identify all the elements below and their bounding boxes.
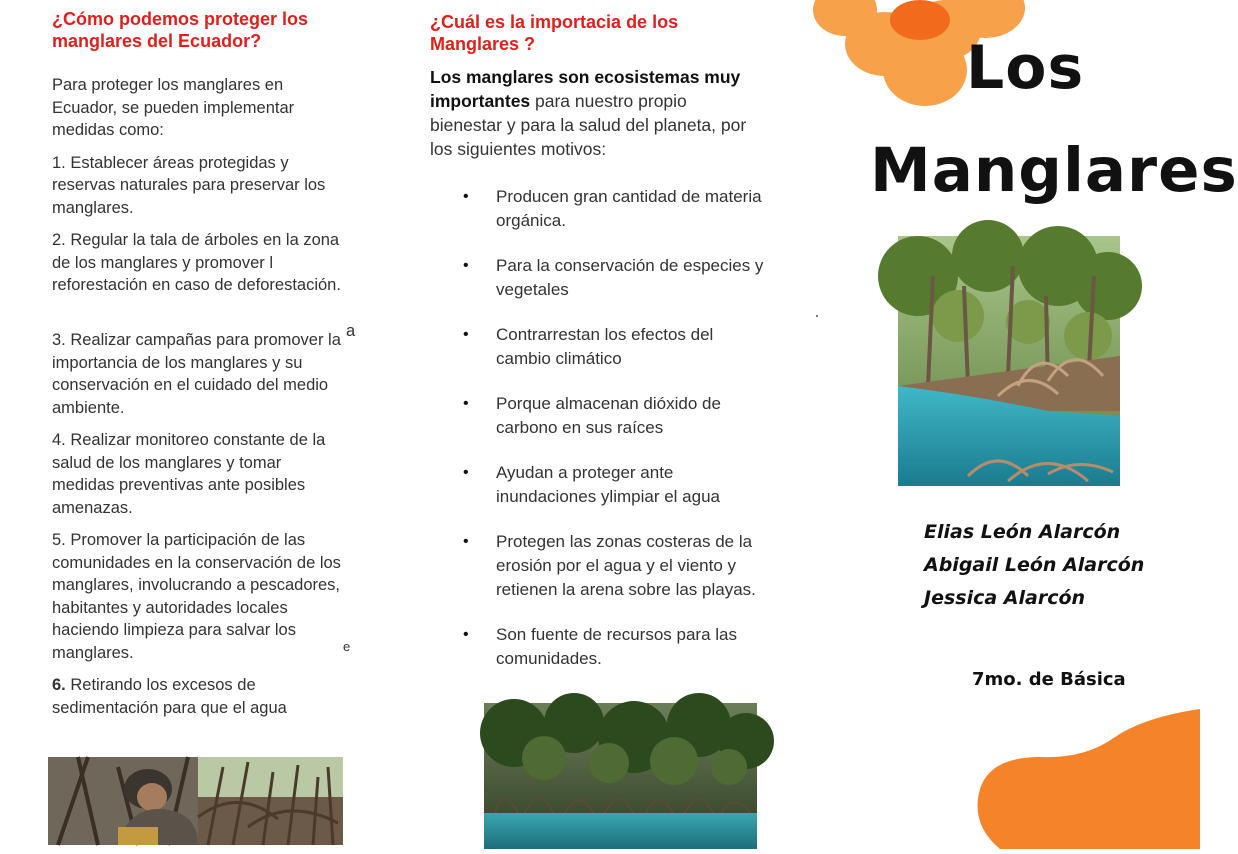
left-item-3: 3. Realizar campañas para promover la importancia de los manglares y su conservación en el cuidado del medio ambiente. xyxy=(52,331,341,417)
orange-blob-decoration xyxy=(970,709,1200,849)
cover-photo xyxy=(898,236,1120,486)
left-item-6 xyxy=(52,674,312,719)
left-item-4: 4. Realizar monitoreo constante de la salud de los manglares y tomar medidas preventivas ante posibles amenazas. xyxy=(52,431,326,517)
left-panel xyxy=(52,8,352,717)
mangrove-river-image xyxy=(484,703,757,849)
middle-panel xyxy=(430,11,760,161)
left-item-6-text: Retirando los excesos de sedimentación para que el agua xyxy=(52,676,287,717)
left-item-6-clip xyxy=(52,674,348,717)
left-heading: ¿Cómo podemos proteger los manglares del Ecuador? xyxy=(52,9,309,51)
middle-heading: ¿Cuál es la importacia de los Manglares ? xyxy=(430,12,679,54)
list-item: • Para la conservación de especies y vegetales xyxy=(463,256,764,299)
list-item: • Ayudan a proteger ante inundaciones ylimpiar el agua xyxy=(463,463,720,506)
list-item: • Producen gran cantidad de materia orgánica. xyxy=(463,187,762,230)
middle-intro-bold: Los manglares son ecosistemas muy importantes xyxy=(430,67,741,111)
cover-title-line2: Manglares xyxy=(870,135,1238,206)
middle-photo xyxy=(484,703,757,849)
left-item-6-num: 6. xyxy=(52,676,66,694)
cover-title-line1: Los xyxy=(966,33,1085,103)
left-item-5: 5. Promover la participación de las comunidades en la conservación de los manglares, involucrando a pescadores, habitantes y autoridades locales haciendo limpieza para salvar los manglares. xyxy=(52,531,341,662)
middle-intro-rest: para nuestro propio bienestar y para la salud del planeta, por los siguientes motivos: xyxy=(430,91,747,159)
author-3: Jessica Alarcón xyxy=(924,587,1086,609)
list-item: • Porque almacenan dióxido de carbono en sus raíces xyxy=(463,394,721,437)
middle-intro xyxy=(430,65,755,161)
list-item: • Protegen las zonas costeras de la erosión por el agua y el viento y retienen la arena sobre las playas. xyxy=(463,532,756,599)
left-item-2: 2. Regular la tala de árboles en la zona de los manglares y promover l reforestación en caso de deforestación. xyxy=(52,231,341,294)
stray-letter-e: e xyxy=(343,639,351,654)
grade-label: 7mo. de Básica xyxy=(972,669,1126,690)
mangrove-worker-image xyxy=(48,757,343,845)
importance-list xyxy=(463,185,766,692)
left-item-1: 1. Establecer áreas protegidas y reservas naturales para preservar los manglares. xyxy=(52,153,326,217)
list-item: • Son fuente de recursos para las comunidades. xyxy=(463,625,737,668)
mangrove-forest-image xyxy=(898,236,1120,486)
author-2: Abigail León Alarcón xyxy=(924,554,1145,576)
author-1: Elias León Alarcón xyxy=(924,521,1121,543)
left-photo xyxy=(48,757,343,845)
stray-letter-a: a xyxy=(346,322,356,340)
left-intro: Para proteger los manglares en Ecuador, se pueden implementar medidas como: xyxy=(52,76,295,139)
list-item: • Contrarrestan los efectos del cambio climático xyxy=(463,325,714,368)
dot-mark xyxy=(816,315,818,317)
